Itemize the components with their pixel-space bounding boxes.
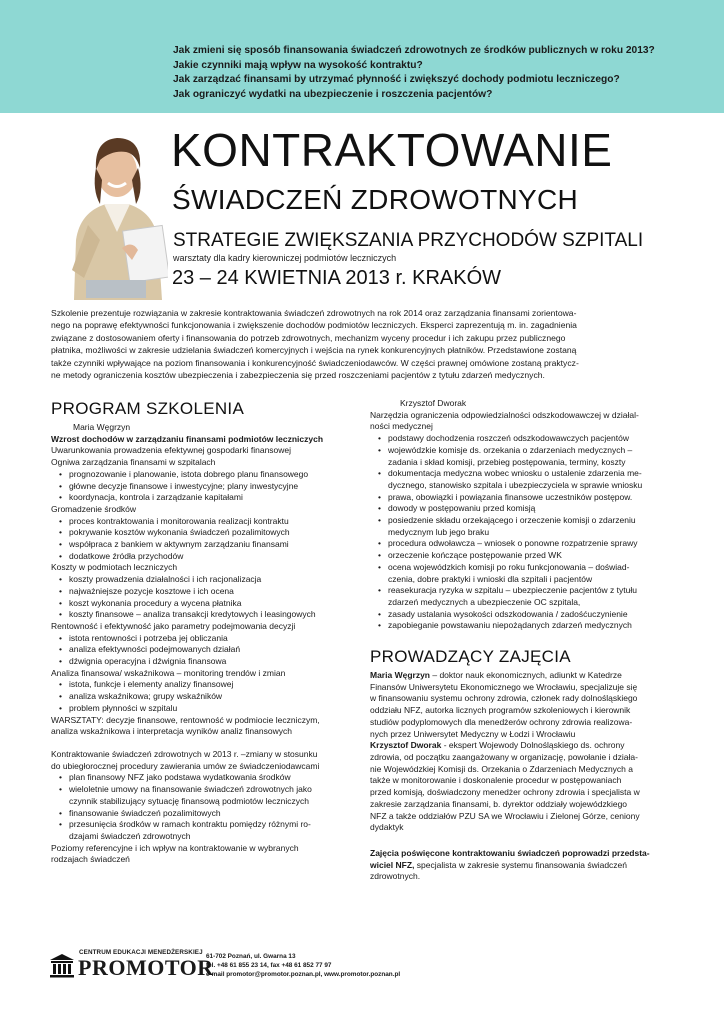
liability-list [370,433,673,632]
bio-line: studiów podyplomowych dla menedżerów ochrony zdrowia realizowa- [370,716,633,727]
question-3: Jak zarządzać finansami by utrzymać płynność i zwiększyć dochody podmiotu leczniczego? [173,74,620,85]
list-item: • prognozowanie i planowanie, istota dobrego planu finansowego [51,469,345,481]
intro-line: Szkolenie prezentuje rozwiązania w zakresie kontraktowania świadczeń zdrowotnych na rok 2014 oraz zarządzania finansami zorientowa- [51,308,577,318]
list-item: • dźwignia operacyjna i dźwignia finansowa [51,656,345,668]
bio-line: przed komisją, doświadczony menedżer ochrony zdrowia i specjalista w [370,787,640,798]
list-item-line: reasekuracja ryzyka w szpitalu – ubezpieczenie pacjentów z tytułu [388,585,637,596]
bio-line: nych przez Uniwersytet Medyczny w Łodzi i Wrocławiu [370,728,576,739]
program-heading: PROGRAM SZKOLENIA [51,399,245,418]
list-item: • analiza wskaźnikowa; grupy wskaźników [51,691,345,703]
list-item: • podstawy dochodzenia roszczeń odszkodowawczych pacjentów [370,433,673,445]
program-subheading: Analiza finansowa/ wskaźnikowa – monitoring trendów i zmian [51,667,286,678]
program-line: Uwarunkowania prowadzenia efektywnej gospodarki finansowej [51,445,292,456]
contact-block [206,952,400,979]
list-item-line: dzajami świadczeń zdrowotnych [69,830,191,841]
program-line: ności medycznej [370,421,433,432]
intro-line: związane z dostosowaniem oferty i finansowania do potrzeb zdrowotnych, mechanizm wyceny procedur i ich zakupu przez publicznego [51,332,566,343]
list-item: • koszty finansowe – analiza transakcji kredytowych i leasingowych [51,609,345,621]
building-icon [49,952,75,978]
list-item: • dowody w postępowaniu przed komisją [370,503,673,515]
list-item: • orzeczenie kończące postępowanie przed WK [370,550,673,562]
list-item: • procedura odwoławcza – wniosek o ponowne rozpatrzenie sprawy [370,538,673,550]
nfz-note-bold: wiciel NFZ, [370,859,415,870]
list-item: • problem płynności w szpitalu [51,703,345,715]
program-line: Poziomy referencyjne i ich wpływ na kontraktowanie w wybranych [51,842,299,853]
list-item: • koszty prowadzenia działalności i ich racjonalizacja [51,574,345,586]
phone-line: tel. +48 61 855 23 14, fax +48 61 852 77 97 [206,962,332,969]
audience-note: warsztaty dla kadry kierowniczej podmiotów leczniczych [173,253,397,263]
header-questions [173,44,713,102]
list-item: • plan finansowy NFZ jako podstawa wydatkowania środków [51,772,345,784]
list-item [370,445,673,468]
promotor-logo [49,948,214,980]
list-item: • koordynacja, kontrola i zarządzanie kapitałami [51,492,345,504]
bio-krzysztof [370,740,673,752]
intro-line: ne metody ograniczenia kosztów ubezpieczenia i zabezpieczenia się przed roszczeniami pacjentów z tytułu zdarzeń medycznych. [51,370,545,381]
list-item: • główne decyzje finansowe i inwestycyjne; plany inwestycyjne [51,481,345,493]
list-item: • prawa, obowiązki i powiązania finansowe uczestników postępow. [370,492,673,504]
bio-text: - ekspert Wojewody Dolnośląskiego ds. ochrony [441,740,625,751]
question-1: Jak zmieni się sposób finansowania świadczeń zdrowotnych ze środków publicznych w roku 2013? [173,45,655,56]
list-item: • zapobieganie powstawaniu niepożądanych zdarzeń medycznych [370,620,673,632]
program-subheading: Koszty w podmiotach leczniczych [51,562,178,573]
list-item [370,515,673,538]
list-item-line: zadania i skład komisji, przebieg postępowania, terminy, koszty [388,456,626,467]
logo-subtitle: CENTRUM EDUKACJI MENEDŻERSKIEJ [79,949,203,956]
bio-line: zakresie zarządzania finansami, b. dyrektor oddziały wojewódzkiego [370,798,628,809]
bio-name: Krzysztof Dworak [370,740,442,751]
list-item-line: czynnik stabilizujący sytuację finansową podmiotów leczniczych [69,795,309,806]
program-line: Kontraktowanie świadczeń zdrowotnych w 2013 r. –zmiany w stosunku [51,748,318,759]
list-item-line: ocena wojewódzkich komisji po roku funkcjonowania – doświad- [388,561,630,572]
program-line: Ogniwa zarządzania finansami w szpitalach [51,457,216,468]
list-item: • najważniejsze pozycje kosztowe i ich ocena [51,586,345,598]
program-list [51,574,345,621]
program-line: Narzędzia ograniczenia odpowiedzialności odszkodowawczej w działal- [370,409,639,420]
list-item: • współpraca z bankiem w aktywnym zarządzaniu finansami [51,539,345,551]
program-list [51,633,345,668]
nfz-note-text: specjalista w zakresie systemu finansowania świadczeń [414,859,628,870]
presenters-heading: PROWADZĄCY ZAJĘCIA [370,647,571,667]
program-list [51,469,345,504]
list-item [51,784,345,807]
workshop-line: analiza wskaźnikowa i interpretacja wyników analiz finansowych [51,726,292,737]
list-item-line: medycznym lub jego braku [388,526,490,537]
bio-line: zdrowia, od początku zaangażowany w organizację, powołanie i działa- [370,751,638,762]
bio-line: w finansowaniu systemu ochrony zdrowia, członek rady dolnośląskiego [370,693,638,704]
footer [49,948,449,988]
question-4: Jak ograniczyć wydatki na ubezpieczenie i roszczenia pacjentów? [173,88,493,100]
speaker-name: Krzysztof Dworak [400,398,467,408]
address-line: 61-702 Poznań, ul. Gwarna 13 [206,953,296,960]
program-list [51,516,345,563]
list-item-line: zdarzeń medycznych a ubezpieczenie OC szpitala, [388,596,581,607]
list-item-line: czenia, dobre praktyki i wnioski dla szpitali i pacjentów [388,573,593,584]
list-item [370,468,673,491]
list-item: • istota rentowności i potrzeba jej obliczania [51,633,345,645]
main-title-line2: ŚWIADCZEŃ ZDROWOTNYCH [172,184,579,215]
date-place: 23 – 24 KWIETNIA 2013 r. KRAKÓW [172,267,502,289]
list-item: • pokrywanie kosztów wykonania świadczeń pozalimitowych [51,527,345,539]
email-line: e-mail promotor@promotor.poznan.pl, www.promotor.poznan.pl [206,971,401,978]
list-item-line: dokumentacja medyczna wobec wniosku o ustalenie zdarzenia me- [388,468,642,479]
intro-line: płatnika, możliwości w zakresie udzielania świadczeń komercyjnych i wejścia na rynek konkurencyjnych płatników. Przedstawione zostaną [51,345,577,356]
intro-line: nego na poprawę efektywności funkcjonowania i zwiększenie dochodów podmiotów leczniczych. Eksperci zaprezentują m. in. zagadnienia [51,320,577,331]
list-item [370,585,673,608]
list-item-line: wieloletnie umowy na finansowanie świadczeń zdrowotnych jako [69,784,312,795]
list-item [51,819,345,842]
list-item-line: przesunięcia środków w ramach kontraktu pomiędzy różnymi ro- [69,819,311,830]
main-title: KONTRAKTOWANIE [171,124,613,176]
bio-text: – doktor nauk ekonomicznych, adiunkt w Katedrze [430,670,622,681]
list-item: • koszt wykonania procedury a wycena płatnika [51,598,345,610]
workshop-line: WARSZTATY: decyzje finansowe, rentowność w podmiocie leczniczym, [51,714,320,725]
bio-name: Maria Węgrzyn [370,670,430,681]
program-line: do ubiegłorocznej procedury zawierania umów ze świadczeniodawcami [51,760,320,771]
block-title: Wzrost dochodów w zarządzaniu finansami podmiotów leczniczych [51,433,324,444]
bio-line: NFZ a także oddziałów PZU SA we Wrocławiu i Zielonej Górze, ceniony [370,810,640,821]
intro-paragraph [51,307,673,382]
list-item-line: dycznego, stanowisko szpitala i ubezpieczyciela w sprawie wniosku [388,479,643,490]
list-item: • zasady ustalania wysokości odszkodowania / zadośćuczynienie [370,609,673,621]
program-line: rodzajach świadczeń [51,854,130,865]
list-item-line: wojewódzkie komisje ds. orzekania o zdarzeniach medycznych – [388,444,633,455]
right-column [370,398,673,883]
bio-maria [370,670,673,682]
nfz-note-line: Zajęcia poświęcone kontraktowaniu świadczeń poprowadzi przedsta- [370,847,650,858]
program-list [51,772,345,842]
list-item [370,562,673,585]
intro-line: także czynniki wpływające na poziom finansowania i konkurencyjność świadczeniodawców. W części prawnej omówione zostaną praktycz- [51,357,579,368]
list-item-line: posiedzenie składu orzekającego i orzeczenie komisji o zdarzeniu [388,515,636,526]
bio-line: oddziału NFZ, autorka licznych programów szkoleniowych i kierownik [370,705,631,716]
presenter-photo [66,120,168,300]
nfz-note-line: zdrowotnych. [370,871,421,882]
program-column [51,398,345,866]
main-subtitle: STRATEGIE ZWIĘKSZANIA PRZYCHODÓW SZPITALI [173,230,644,251]
question-2: Jakie czynniki mają wpływ na wysokość kontraktu? [173,59,423,71]
speaker-name: Maria Węgrzyn [73,422,131,432]
program-list [51,679,345,714]
logo-wordmark: PROMOTOR [78,955,214,980]
list-item: • istota, funkcje i elementy analizy finansowej [51,679,345,691]
nfz-note-line [370,860,673,872]
program-subheading: Gromadzenie środków [51,503,137,514]
list-item: • proces kontraktowania i monitorowania realizacji kontraktu [51,516,345,528]
bio-line: nie Wojewódzkiej Komisji ds. Orzekania o Zdarzeniach Medycznych a [370,763,633,774]
list-item: • analiza efektywności podejmowanych działań [51,644,345,656]
list-item: • finansowanie świadczeń pozalimitowych [51,808,345,820]
bio-line: także w monitorowanie i doskonalenie procedur w postępowaniach [370,775,622,786]
program-subheading: Rentowność i efektywność jako parametry podejmowania decyzji [51,620,296,631]
bio-line: Finansów Uniwersytetu Ekonomicznego we Wrocławiu, specjalizuje się [370,681,638,692]
list-item: • dodatkowe źródła przychodów [51,551,345,563]
bio-line: dydaktyk [370,822,404,833]
